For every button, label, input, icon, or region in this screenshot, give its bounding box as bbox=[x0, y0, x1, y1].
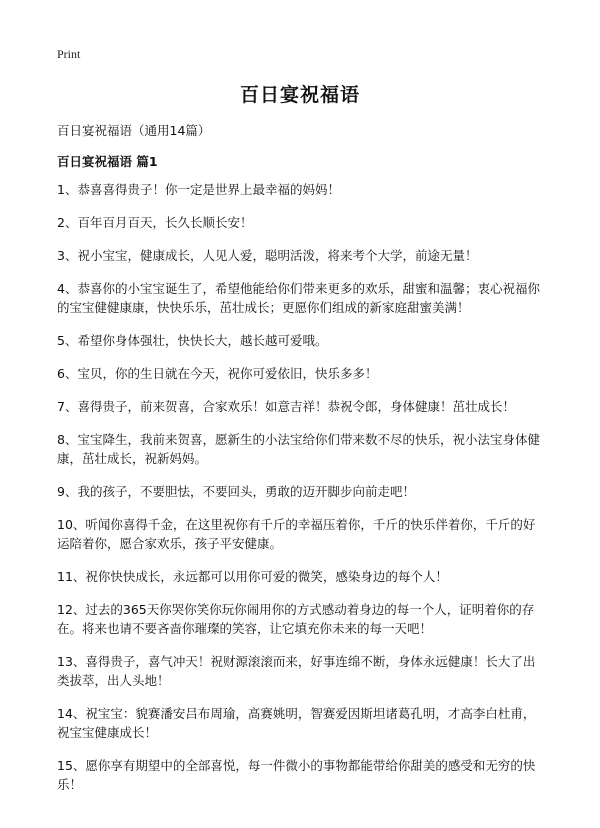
list-item: 13、喜得贵子，喜气冲天！祝财源滚滚而来，好事连绵不断，身体永远健康！长大了出类拔萃，出人头地！ bbox=[57, 654, 536, 688]
page-title: 百日宴祝福语 bbox=[239, 84, 360, 106]
list-item: 12、过去的365天你哭你笑你玩你闹用你的方式感动着身边的每一个人，证明着你的存在。将来也请不要吝啬你璀璨的笑容，让它填充你未来的每一天吧！ bbox=[57, 602, 535, 636]
list-item: 1、恭喜喜得贵子！你一定是世界上最幸福的妈妈！ bbox=[57, 182, 340, 197]
blessing-list bbox=[57, 180, 547, 808]
list-item: 5、希望你身体强壮，快快长大，越长越可爱哦。 bbox=[57, 333, 328, 348]
list-item: 15、愿你享有期望中的全部喜悦，每一件微小的事物都能带给你甜美的感受和无穷的快乐！ bbox=[57, 758, 536, 792]
print-label: Print bbox=[57, 47, 81, 61]
list-item: 11、祝你快快成长，永远都可以用你可爱的微笑，感染身边的每个人！ bbox=[57, 569, 448, 584]
list-item: 7、喜得贵子，前来贺喜，合家欢乐！如意吉祥！恭祝令郎，身体健康！茁壮成长！ bbox=[57, 399, 515, 414]
list-item: 10、听闻你喜得千金，在这里祝你有千斤的幸福压着你，千斤的快乐伴着你，千斤的好运陪着你，愿合家欢乐，孩子平安健康。 bbox=[57, 517, 536, 551]
list-item: 8、宝宝降生，我前来贺喜，愿新生的小法宝给你们带来数不尽的快乐，祝小法宝身体健康，茁壮成长，祝新妈妈。 bbox=[57, 432, 540, 466]
list-item: 14、祝宝宝：貌赛潘安吕布周瑜，高赛姚明，智赛爱因斯坦诸葛孔明，才高李白杜甫，祝宝宝健康成长！ bbox=[57, 706, 536, 740]
section-heading: 百日宴祝福语 篇1 bbox=[57, 154, 158, 169]
list-item: 9、我的孩子，不要胆怯，不要回头，勇敢的迈开脚步向前走吧！ bbox=[57, 484, 415, 499]
list-item: 6、宝贝，你的生日就在今天，祝你可爱依旧，快乐多多！ bbox=[57, 366, 378, 381]
list-item: 3、祝小宝宝，健康成长，人见人爱，聪明活泼，将来考个大学，前途无量！ bbox=[57, 248, 478, 263]
list-item: 2、百年百月百天，长久长顺长安！ bbox=[57, 215, 253, 230]
subtitle: 百日宴祝福语（通用14篇） bbox=[57, 123, 211, 138]
list-item: 4、恭喜你的小宝宝诞生了，希望他能给你们带来更多的欢乐，甜蜜和温馨；衷心祝福你的宝宝健健康康，快快乐乐，茁壮成长；更愿你们组成的新家庭甜蜜美满！ bbox=[57, 281, 540, 315]
